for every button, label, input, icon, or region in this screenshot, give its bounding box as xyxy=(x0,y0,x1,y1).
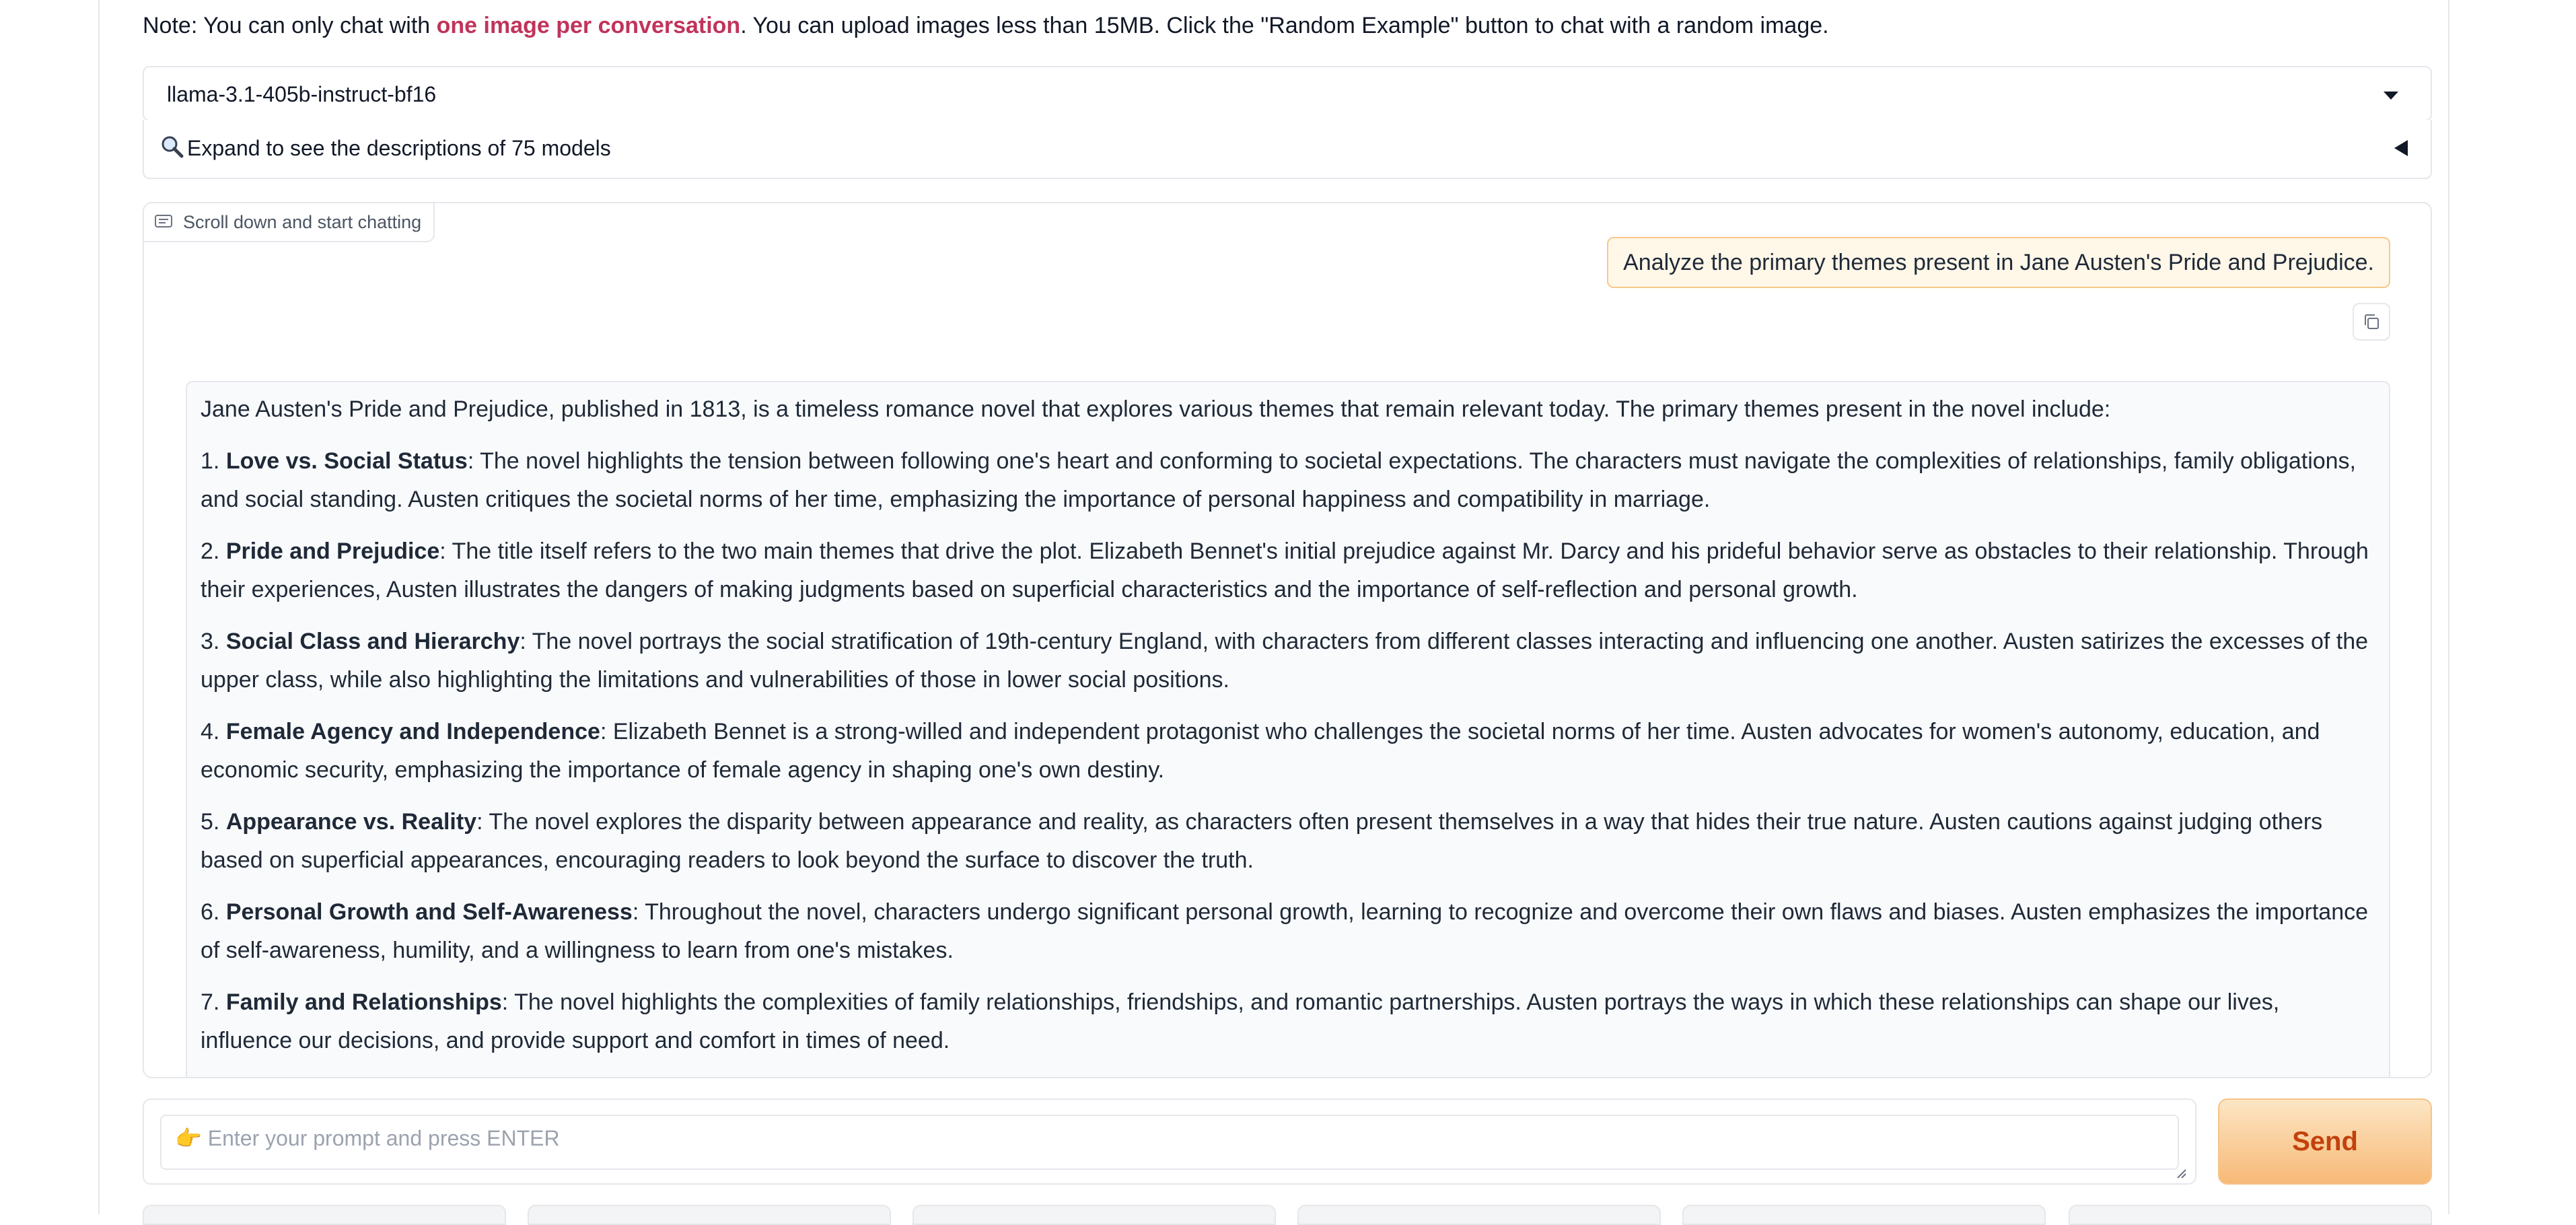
chevron-down-icon xyxy=(2384,92,2398,100)
models-accordion-label: Expand to see the descriptions of 75 models xyxy=(187,136,611,160)
list-item: 1. Love vs. Social Status: The novel highlights the tension between following one's heart and conforming to societal expectations. The characters must navigate the complexities of relationships, family obligations, and social standing. Austen critiques the societal norms of her time, emphasizing the importance of personal happiness and compatibility in marriage. xyxy=(201,448,2357,512)
frame-left-border xyxy=(98,0,100,1214)
prompt-container xyxy=(143,1098,2196,1185)
list-item: 7. Family and Relationships: The novel highlights the complexities of family relationships, friendships, and romantic partnerships. Austen portrays the ways in which these relationships can shape our lives, influence our decisions, and provide support and comfort in times of need. xyxy=(201,989,2280,1053)
models-accordion[interactable] xyxy=(143,120,2432,179)
copy-icon xyxy=(2363,313,2380,330)
note-suffix: . You can upload images less than 15MB. Click the "Random Example" button to chat with a random image. xyxy=(740,13,1829,38)
note-prefix: Note: You can only chat with xyxy=(143,13,437,38)
chat-icon xyxy=(153,212,174,232)
magnifier-icon xyxy=(160,135,184,159)
chatbot-label-text: Scroll down and start chatting xyxy=(183,211,422,232)
copy-button[interactable] xyxy=(2353,303,2390,341)
model-dropdown[interactable] xyxy=(143,66,2432,121)
frame-right-border xyxy=(2448,0,2449,1214)
example-tab[interactable] xyxy=(913,1205,1276,1225)
example-tab[interactable] xyxy=(528,1205,891,1225)
user-message: Analyze the primary themes present in Jane Austen's Pride and Prejudice. xyxy=(1607,237,2390,288)
assistant-intro: Jane Austen's Pride and Prejudice, published in 1813, is a timeless romance novel that explores various themes that remain relevant today. The primary themes present in the novel include: xyxy=(201,396,2111,422)
send-button[interactable]: Send xyxy=(2218,1098,2432,1185)
resize-grip-icon[interactable] xyxy=(2175,1167,2187,1179)
usage-note xyxy=(143,9,1829,42)
chatbot-panel[interactable] xyxy=(143,202,2432,1078)
collapse-triangle-icon xyxy=(2394,140,2408,156)
assistant-message xyxy=(186,381,2390,1078)
list-item: 2. Pride and Prejudice: The title itself refers to the two main themes that drive the plot. Elizabeth Bennet's initial prejudice against Mr. Darcy and his prideful behavior serve as obstacles to their relationship. Through their experiences, Austen illustrates the dangers of making judgments based on superficial characteristics and the importance of self-reflection and personal growth. xyxy=(201,538,2369,602)
list-item: 3. Social Class and Hierarchy: The novel portrays the social stratification of 19th-century England, with characters from different classes interacting and influencing one another. Austen satirizes the excesses of the upper class, while also highlighting the limitations and vulnerabilities of those in lower social positions. xyxy=(201,629,2369,693)
example-tab[interactable] xyxy=(143,1205,506,1225)
example-tab[interactable] xyxy=(1682,1205,2046,1225)
example-tab[interactable] xyxy=(1297,1205,1661,1225)
chatbot-label xyxy=(144,203,435,242)
prompt-input[interactable] xyxy=(160,1115,2179,1170)
example-tab[interactable] xyxy=(2069,1205,2432,1225)
list-item: 5. Appearance vs. Reality: The novel explores the disparity between appearance and reality, as characters often present themselves in a way that hides their true nature. Austen cautions against judging others based on superficial appearances, encouraging readers to look beyond the surface to discover the truth. xyxy=(201,809,2323,873)
list-item: 6. Personal Growth and Self-Awareness: Throughout the novel, characters undergo significant personal growth, learning to recognize and overcome their own flaws and biases. Austen emphasizes the importance of self-awareness, humility, and a willingness to learn from one's mistakes. xyxy=(201,899,2369,963)
note-highlight: one image per conversation xyxy=(436,13,741,38)
list-item: 4. Female Agency and Independence: Elizabeth Bennet is a strong-willed and independent protagonist who challenges the societal norms of her time. Austen advocates for women's autonomy, education, and economic security, emphasizing the importance of female agency in shaping one's own destiny. xyxy=(201,719,2320,783)
model-dropdown-value: llama-3.1-405b-instruct-bf16 xyxy=(167,82,437,106)
